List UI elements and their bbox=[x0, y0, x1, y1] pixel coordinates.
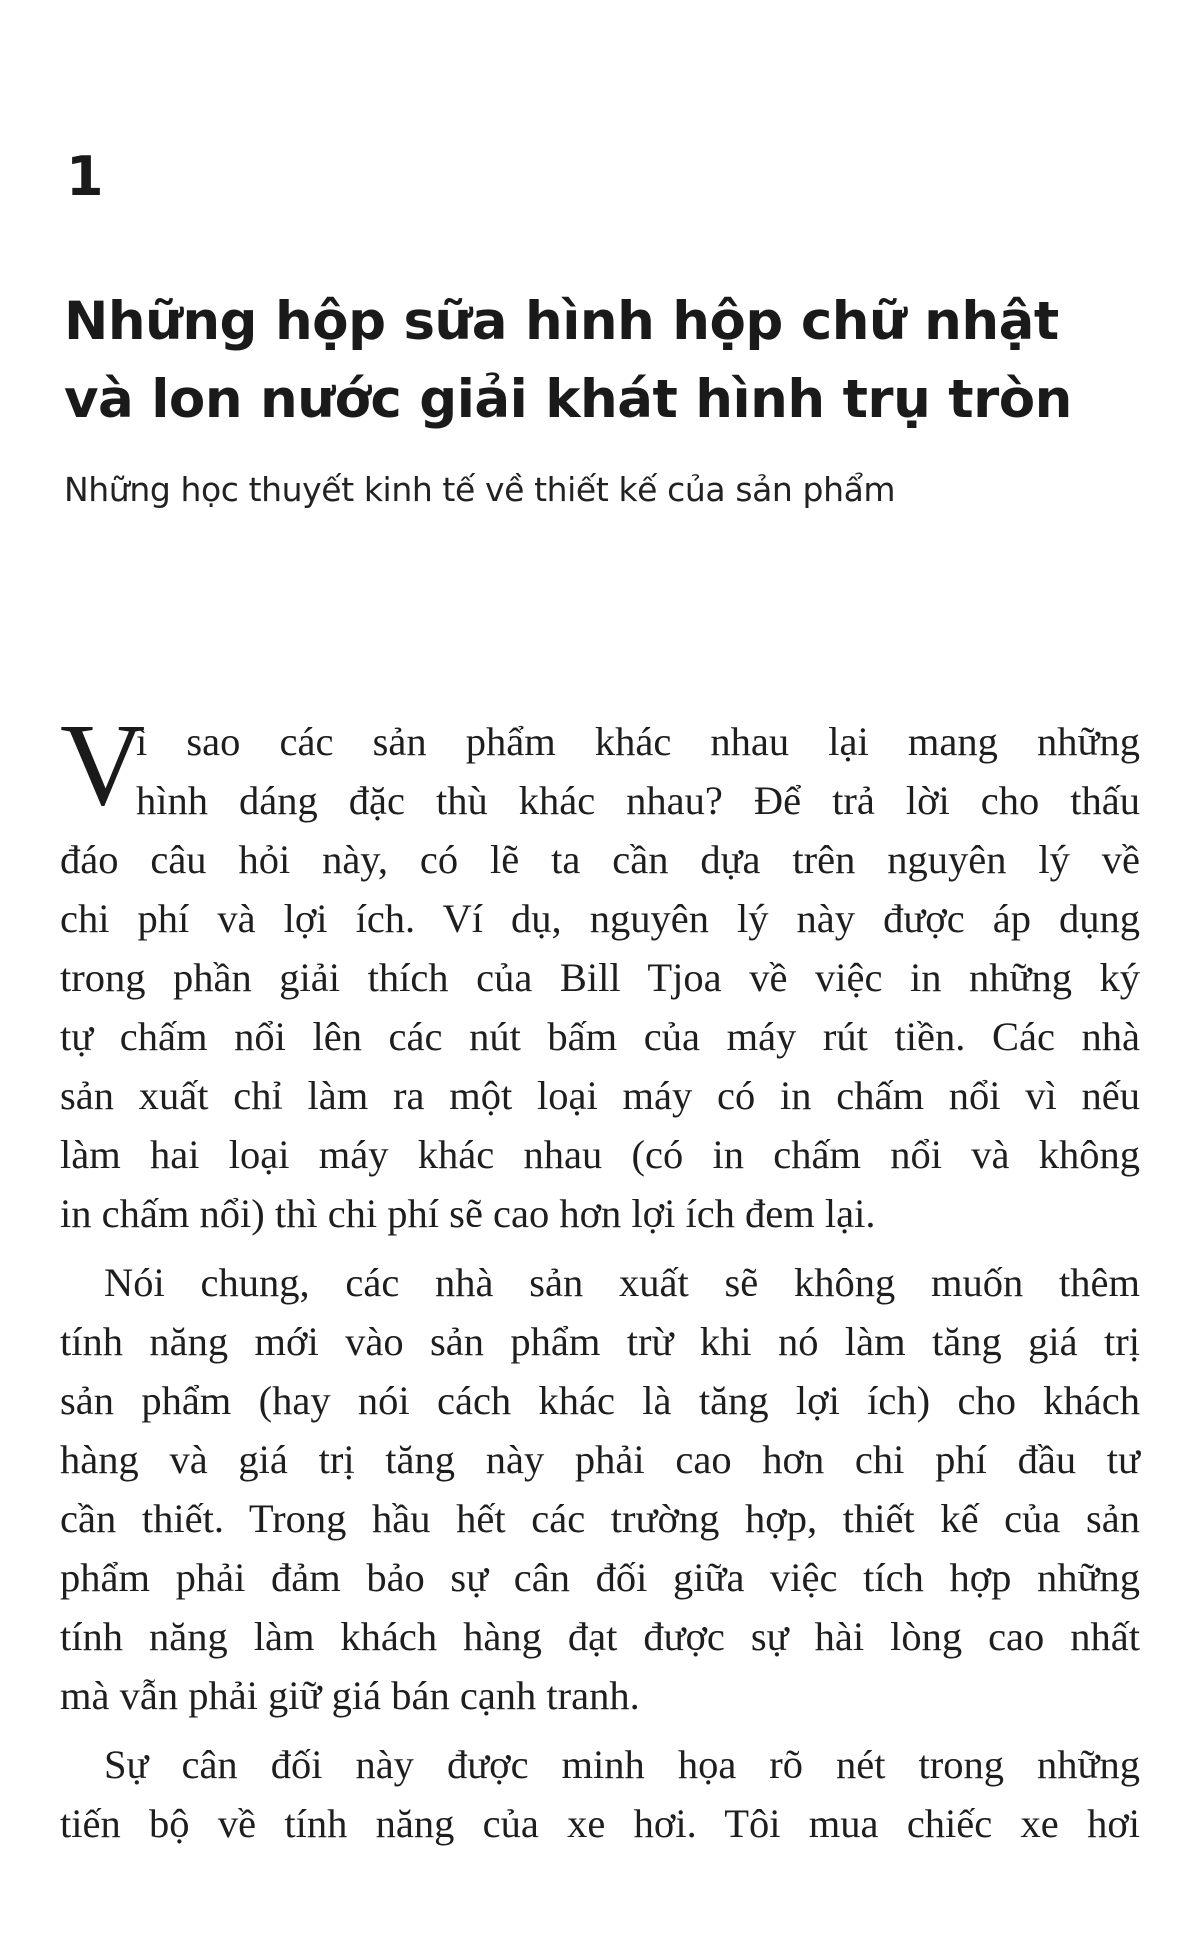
chapter-subtitle: Những học thuyết kinh tế về thiết kế của sản phẩm bbox=[64, 470, 896, 509]
paragraph-line: chi phí và lợi ích. Ví dụ, nguyên lý này được áp dụng bbox=[60, 896, 1140, 941]
paragraph-line: sản xuất chỉ làm ra một loại máy có in chấm nổi vì nếu bbox=[60, 1073, 1140, 1118]
paragraph-line: tính năng làm khách hàng đạt được sự hài lòng cao nhất bbox=[60, 1614, 1140, 1659]
paragraph-line: tự chấm nổi lên các nút bấm của máy rút tiền. Các nhà bbox=[60, 1014, 1140, 1059]
paragraph-line: mà vẫn phải giữ giá bán cạnh tranh. bbox=[60, 1673, 640, 1718]
paragraph-line: ì sao các sản phẩm khác nhau lại mang những bbox=[136, 719, 1140, 764]
paragraph-line: in chấm nổi) thì chi phí sẽ cao hơn lợi ích đem lại. bbox=[60, 1191, 876, 1236]
paragraph-line: trong phần giải thích của Bill Tjoa về việc in những ký bbox=[60, 955, 1140, 1000]
paragraph-line: cần thiết. Trong hầu hết các trường hợp, thiết kế của sản bbox=[60, 1496, 1140, 1541]
drop-cap: V bbox=[60, 699, 146, 830]
paragraph-line: phẩm phải đảm bảo sự cân đối giữa việc tích hợp những bbox=[60, 1555, 1140, 1600]
paragraph-line: Nói chung, các nhà sản xuất sẽ không muốn thêm bbox=[104, 1260, 1140, 1305]
chapter-title-line: Những hộp sữa hình hộp chữ nhật bbox=[64, 291, 1059, 352]
paragraph-line: đáo câu hỏi này, có lẽ ta cần dựa trên nguyên lý về bbox=[60, 837, 1140, 882]
paragraph-line: Sự cân đối này được minh họa rõ nét trong những bbox=[104, 1742, 1140, 1787]
paragraph-line: hình dáng đặc thù khác nhau? Để trả lời cho thấu bbox=[136, 778, 1140, 823]
chapter-number: 1 bbox=[66, 145, 104, 208]
paragraph-line: sản phẩm (hay nói cách khác là tăng lợi ích) cho khách bbox=[60, 1378, 1140, 1423]
paragraph-line: tính năng mới vào sản phẩm trừ khi nó làm tăng giá trị bbox=[60, 1319, 1140, 1364]
chapter-title bbox=[64, 283, 1144, 439]
chapter-title-line: và lon nước giải khát hình trụ tròn bbox=[64, 369, 1072, 430]
paragraph-line: hàng và giá trị tăng này phải cao hơn chi phí đầu tư bbox=[60, 1437, 1140, 1482]
paragraph-line: tiến bộ về tính năng của xe hơi. Tôi mua chiếc xe hơi bbox=[60, 1801, 1140, 1846]
paragraph-line: làm hai loại máy khác nhau (có in chấm nổi và không bbox=[60, 1132, 1140, 1177]
body-text bbox=[60, 712, 1140, 1853]
